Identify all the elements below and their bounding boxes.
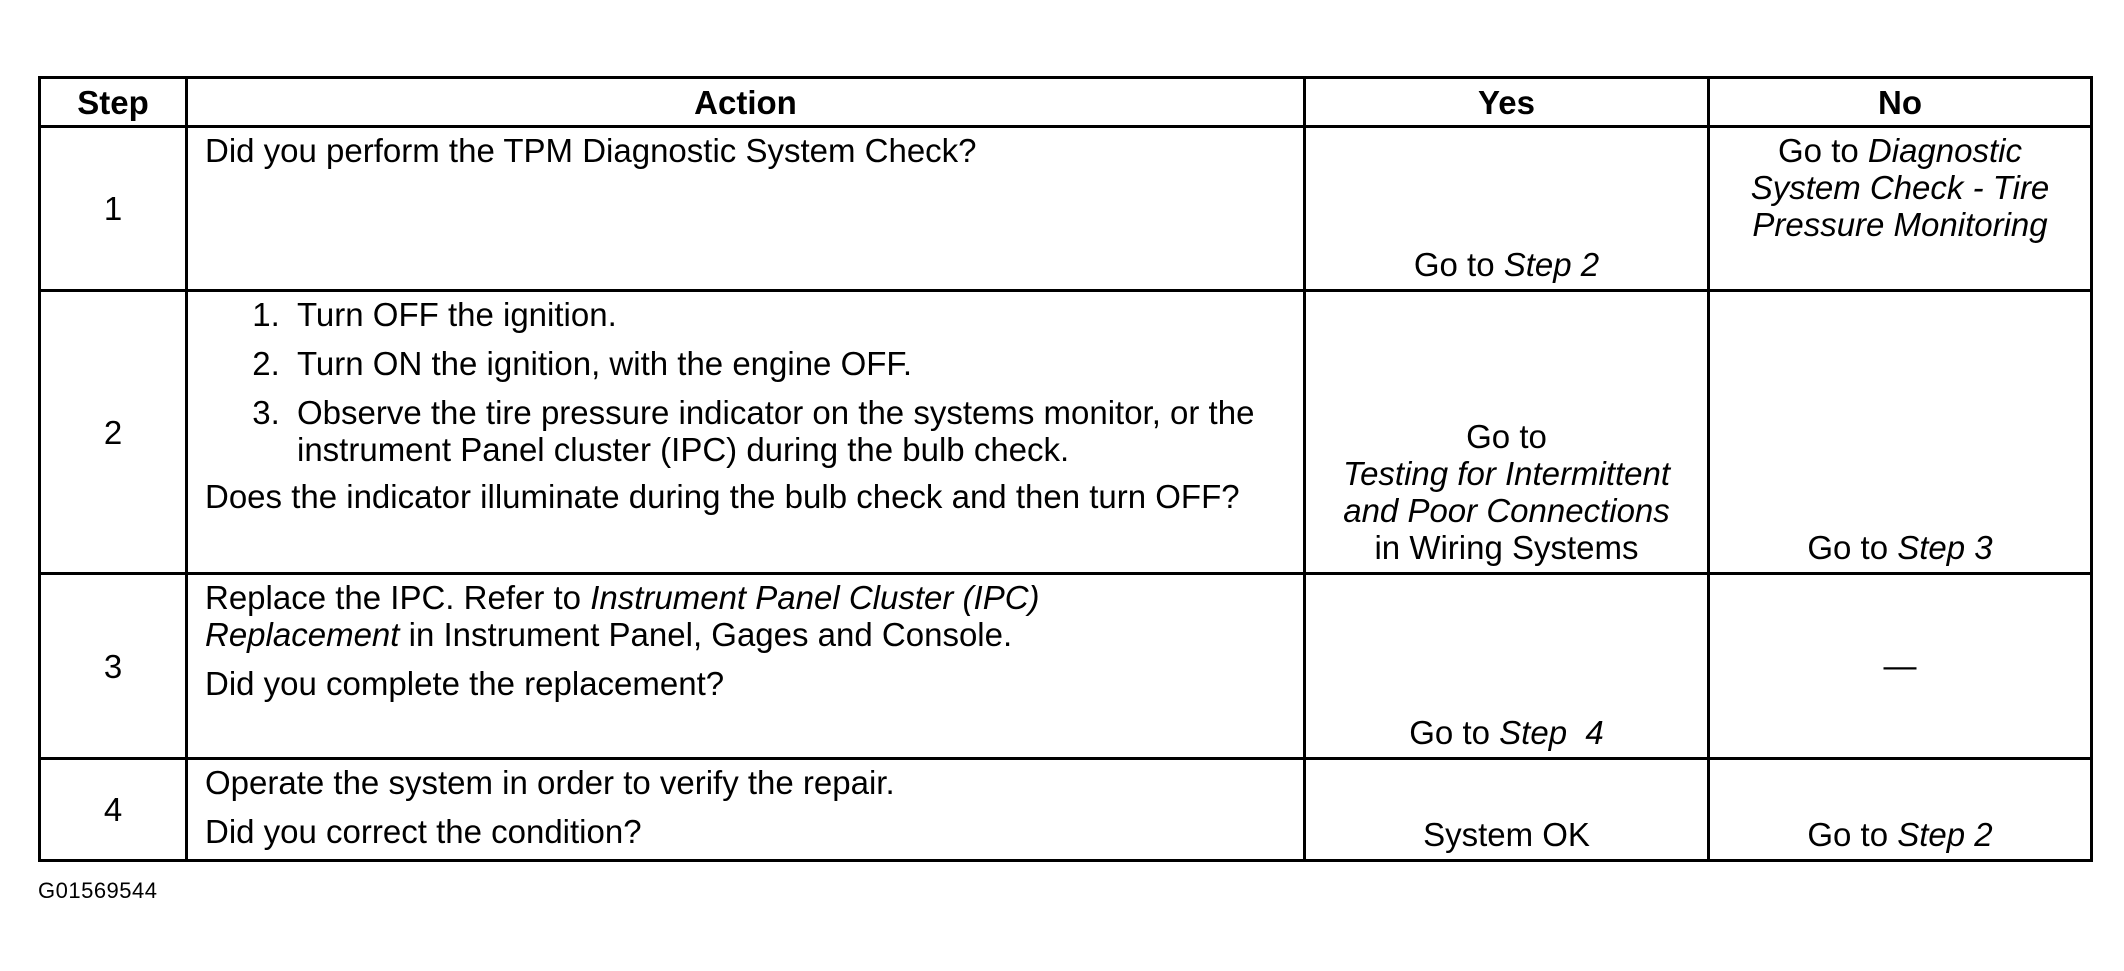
no-cell	[1709, 127, 2092, 291]
diagnostic-table	[38, 76, 2093, 862]
yes-prefix: Go to	[1413, 246, 1495, 283]
action-cell	[187, 574, 1305, 759]
table-row	[40, 574, 2092, 759]
action-instruction	[205, 579, 1155, 653]
yes-cell	[1305, 759, 1709, 861]
yes-result: System OK	[1423, 816, 1590, 853]
action-question: Does the indicator illuminate during the bulb check and then turn OFF?	[205, 478, 1240, 515]
action-cell	[187, 291, 1305, 574]
yes-step-link[interactable]: Step 4	[1499, 714, 1604, 751]
yes-cell	[1305, 291, 1709, 574]
step-number: 3	[40, 574, 187, 759]
yes-step-link[interactable]: Step 2	[1503, 246, 1600, 283]
action-cell	[187, 759, 1305, 861]
no-cell	[1709, 574, 2092, 759]
table-header-row	[40, 78, 2092, 127]
yes-prefix: Go to	[1466, 418, 1547, 455]
list-item: 2. Turn ON the ignition, with the engine OFF.	[289, 345, 1291, 382]
yes-suffix: in Wiring Systems	[1374, 529, 1639, 566]
list-item: 1. Turn OFF the ignition.	[289, 296, 1291, 333]
no-procedure-link[interactable]: Diagnostic System Check - Tire Pressure Monitoring	[1750, 132, 2050, 243]
header-step: Step	[40, 78, 187, 127]
header-no: No	[1709, 78, 2092, 127]
yes-procedure-link[interactable]: Testing for Intermittent and Poor Connections	[1342, 455, 1671, 529]
yes-cell	[1305, 127, 1709, 291]
step-number: 2	[40, 291, 187, 574]
procedure-link[interactable]: Instrument Panel Cluster (IPC) Replacement	[205, 579, 1040, 653]
action-text-before: Replace the IPC. Refer to	[205, 579, 582, 616]
table-row	[40, 291, 2092, 574]
yes-prefix: Go to	[1409, 714, 1490, 751]
no-prefix: Go to	[1807, 529, 1889, 566]
no-cell	[1709, 759, 2092, 861]
table-row	[40, 759, 2092, 861]
table-row	[40, 127, 2092, 291]
action-text-after: in Instrument Panel, Gages and Console.	[408, 616, 1013, 653]
no-step-link[interactable]: Step 2	[1897, 816, 1993, 853]
no-cell	[1709, 291, 2092, 574]
action-question: Did you complete the replacement?	[205, 665, 725, 702]
action-cell	[187, 127, 1305, 291]
action-instruction: Operate the system in order to verify the repair.	[205, 764, 895, 801]
step-number: 1	[40, 127, 187, 291]
no-prefix: Go to	[1807, 816, 1889, 853]
header-yes: Yes	[1305, 78, 1709, 127]
no-step-link[interactable]: Step 3	[1897, 529, 1993, 566]
no-prefix: Go to	[1778, 132, 1859, 169]
step-number: 4	[40, 759, 187, 861]
yes-cell	[1305, 574, 1709, 759]
action-question: Did you perform the TPM Diagnostic System Check?	[205, 132, 977, 169]
header-action: Action	[187, 78, 1305, 127]
action-question: Did you correct the condition?	[205, 813, 642, 850]
no-dash: —	[1883, 646, 1917, 684]
figure-id: G01569544	[38, 878, 158, 903]
action-steps-list	[205, 296, 1291, 468]
list-item: 3. Observe the tire pressure indicator on the systems monitor, or the instrument Panel cluster (IPC) during the bulb check.	[289, 394, 1291, 468]
